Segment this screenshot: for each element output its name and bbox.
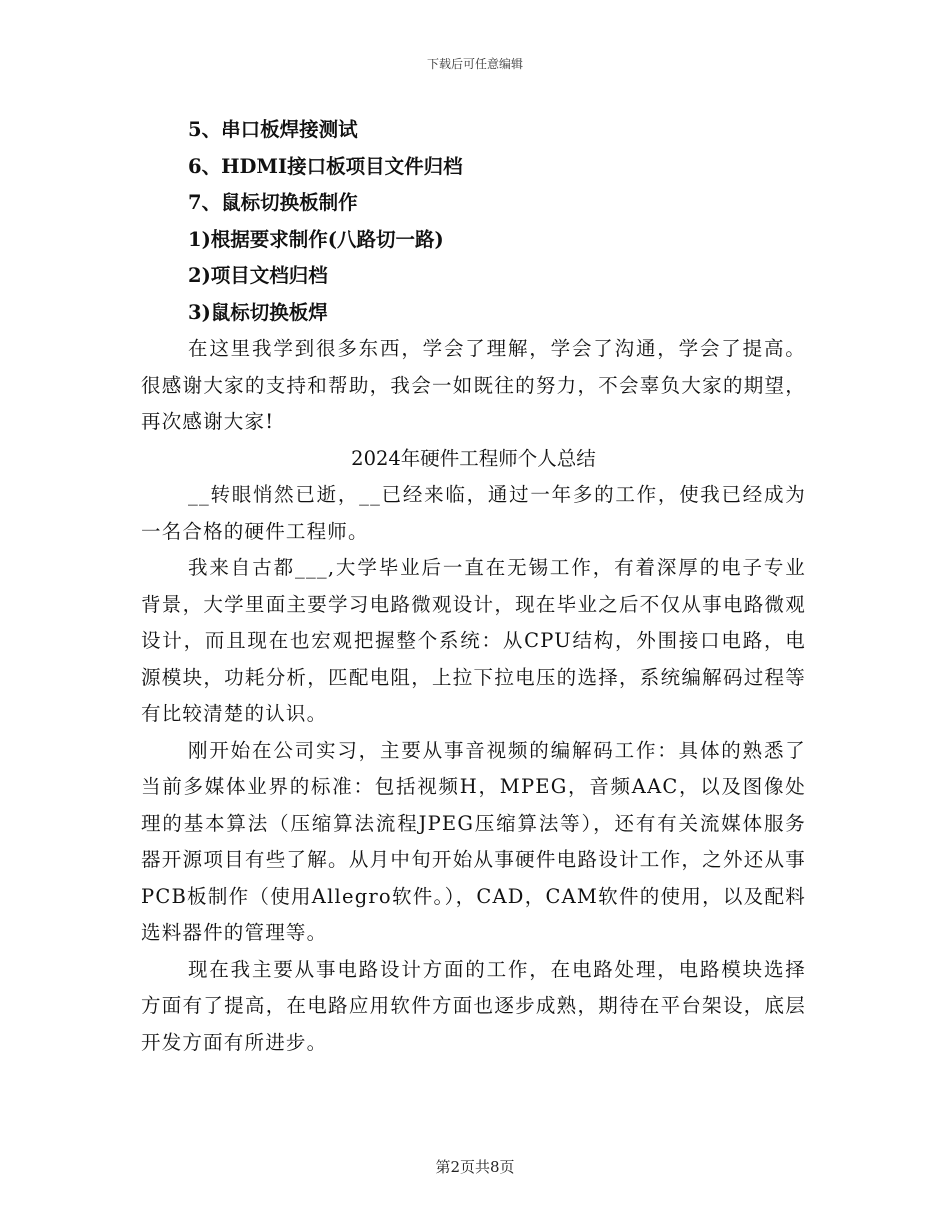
paragraph: __转眼悄然已逝，__已经来临，通过一年多的工作，使我已经成为一名合格的硬件工程师。 bbox=[141, 483, 806, 543]
list-item: 1)根据要求制作(八路切一路) bbox=[188, 227, 444, 251]
paragraph: 在这里我学到很多东西，学会了理解，学会了沟通，学会了提高。很感谢大家的支持和帮助，我会一如既往的努力，不会辜负大家的期望，再次感谢大家! bbox=[141, 337, 806, 433]
paragraph: 现在我主要从事电路设计方面的工作，在电路处理，电路模块选择方面有了提高，在电路应用软件方面也逐步成熟，期待在平台架设，底层开发方面有所进步。 bbox=[141, 957, 806, 1054]
document-body bbox=[141, 112, 806, 1061]
list-item: 5、串口板焊接测试 bbox=[188, 118, 358, 141]
paragraph: 刚开始在公司实习，主要从事音视频的编解码工作：具体的熟悉了当前多媒体业界的标准：包括视频H，MPEG，音频AAC，以及图像处理的基本算法（压缩算法流程JPEG压缩算法等），还有有关流媒体服务器开源项目有些了解。从月中旬开始从事硬件电路设计工作，之外还从事PCB板制作（使用Allegro软件。），CAD，CAM软件的使用，以及配料选料器件的管理等。 bbox=[141, 738, 806, 944]
list-item: 6、HDMI接口板项目文件归档 bbox=[188, 154, 463, 178]
section-title: 2024年硬件工程师个人总结 bbox=[351, 446, 596, 470]
page-footer: 第2页共8页 bbox=[435, 1158, 515, 1176]
list-item: 2)项目文档归档 bbox=[188, 264, 328, 287]
paragraph: 我来自古都___,大学毕业后一直在无锡工作，有着深厚的电子专业背景，大学里面主要学习电路微观设计，现在毕业之后不仅从事电路微观设计，而且现在也宏观把握整个系统：从CPU结构，外围接口电路，电源模块，功耗分析，匹配电阻，上拉下拉电压的选择，系统编解码过程等有比较清楚的认识。 bbox=[141, 556, 806, 725]
list-item: 3)鼠标切换板焊 bbox=[188, 300, 328, 324]
list-item: 7、鼠标切换板制作 bbox=[188, 191, 358, 214]
page-header: 下载后可任意编辑 bbox=[426, 57, 523, 71]
